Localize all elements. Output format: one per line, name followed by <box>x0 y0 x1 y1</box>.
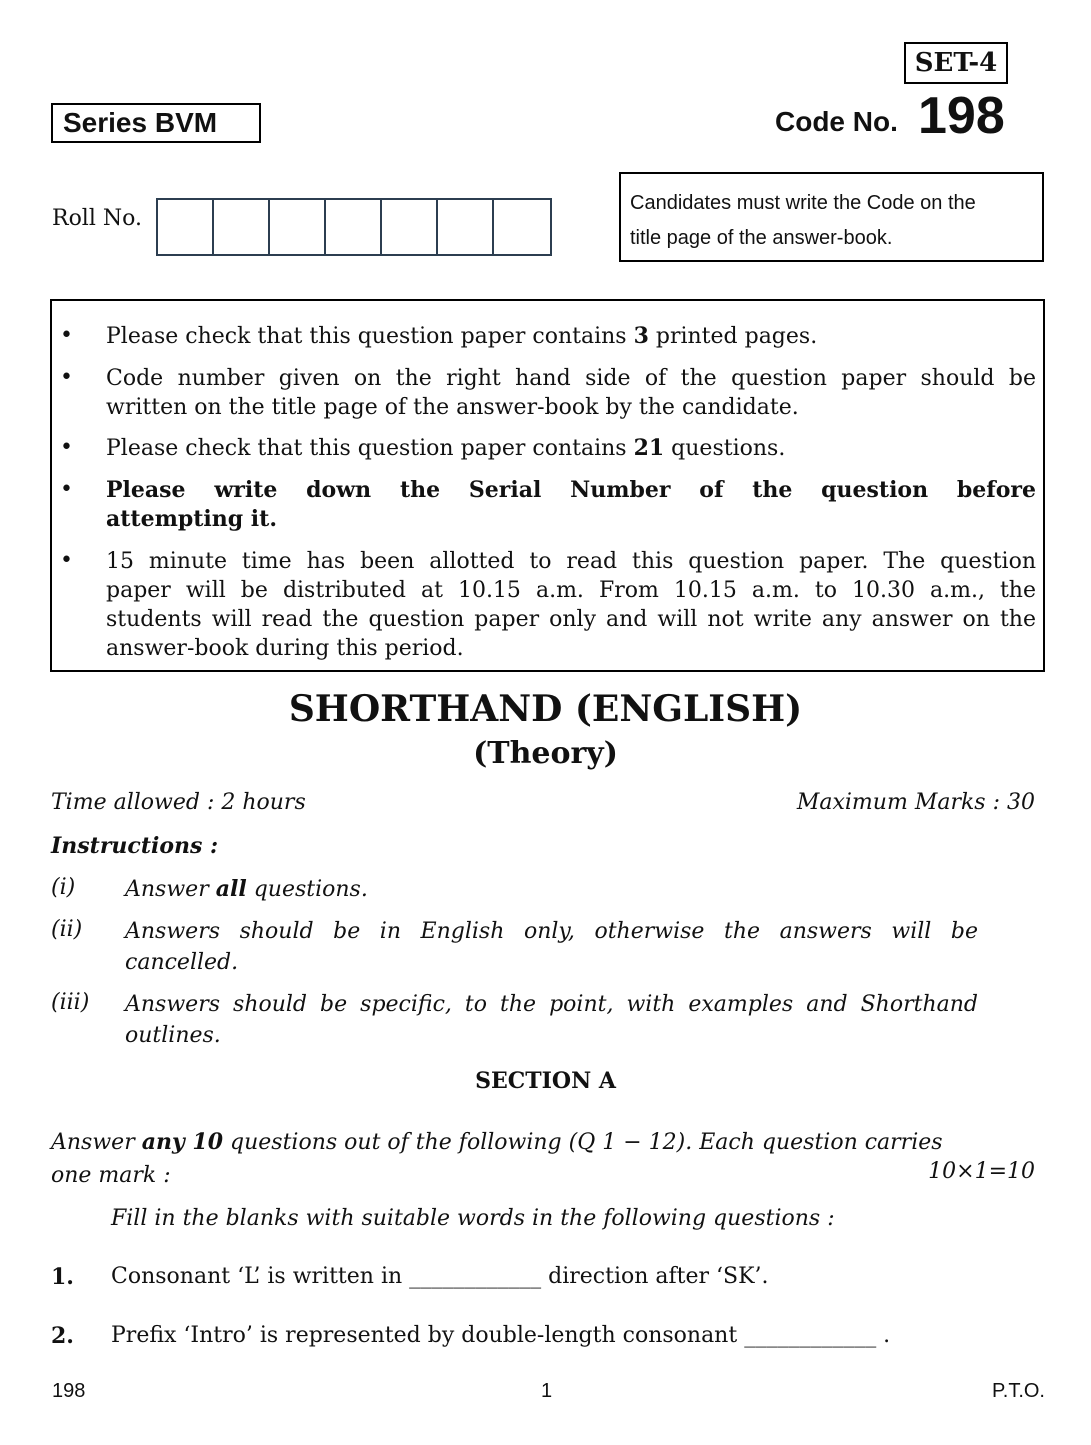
section-instruction-part: Answer <box>51 1130 142 1155</box>
bullet-icon: • <box>60 477 73 502</box>
instruction-number: (ii) <box>51 917 83 942</box>
section-instruction-bold: any 10 <box>141 1129 224 1155</box>
paper-subtitle: (Theory) <box>473 736 618 771</box>
notice-item <box>106 364 1036 422</box>
instructions-heading: Instructions : <box>51 833 219 859</box>
notice-item <box>106 434 1036 463</box>
notice-text: students will read the question paper only and will not write any answer on the <box>106 607 1036 632</box>
question-number: 2. <box>51 1323 74 1349</box>
notice-text: Please check that this question paper contains <box>106 324 634 349</box>
code-label: Code No. <box>775 106 898 137</box>
instruction-text <box>125 874 978 905</box>
notice-text: questions. <box>664 436 786 461</box>
instruction-line: cancelled. <box>125 950 239 975</box>
question-number: 1. <box>51 1264 74 1290</box>
bullet-icon: • <box>60 323 73 348</box>
section-instruction-part: one mark : <box>51 1163 171 1188</box>
notice-text: Code number given on the right hand side of the question paper should be <box>106 366 1036 391</box>
roll-cell[interactable] <box>438 200 494 254</box>
series-label: Series BVM <box>51 103 261 143</box>
roll-cell[interactable] <box>326 200 382 254</box>
section-heading: SECTION A <box>475 1068 616 1094</box>
notice-text: written on the title page of the answer-book by the candidate. <box>106 395 799 420</box>
instruction-part: Answer <box>125 877 216 902</box>
section-instruction <box>51 1126 961 1192</box>
section-instruction-part: questions out of the following (Q 1 − 12). Each question carries <box>223 1130 943 1155</box>
roll-cell[interactable] <box>494 200 550 254</box>
roll-label: Roll No. <box>52 206 142 231</box>
roll-number-boxes <box>156 198 552 256</box>
instruction-line: outlines. <box>125 1023 221 1048</box>
notice-text: attempting it. <box>106 506 277 532</box>
candidate-note <box>619 172 1044 262</box>
instruction-line: Answers should be in English only, otherwise the answers will be <box>125 919 978 944</box>
maximum-marks: Maximum Marks : 30 <box>796 790 1035 815</box>
roll-cell[interactable] <box>382 200 438 254</box>
notice-bold: 21 <box>633 435 665 461</box>
notice-item <box>106 322 1036 351</box>
pto-label: P.T.O. <box>992 1380 1045 1402</box>
instruction-number: (iii) <box>51 990 90 1015</box>
fill-instruction: Fill in the blanks with suitable words in the following questions : <box>111 1206 835 1231</box>
set-label: SET-4 <box>904 42 1008 84</box>
notice-text: paper will be distributed at 10.15 a.m. From 10.15 a.m. to 10.30 a.m., the <box>106 578 1036 603</box>
notice-item <box>106 547 1036 663</box>
candidate-note-line: title page of the answer-book. <box>630 227 893 249</box>
roll-cell[interactable] <box>214 200 270 254</box>
candidate-note-line: Candidates must write the Code on the <box>630 192 976 214</box>
bullet-icon: • <box>60 548 73 573</box>
paper-title: SHORTHAND (ENGLISH) <box>288 688 803 730</box>
notice-text: Please write down the Serial Number of the question before <box>106 477 1036 503</box>
page-number: 1 <box>541 1380 553 1402</box>
instruction-text <box>125 916 978 978</box>
bullet-icon: • <box>60 365 73 390</box>
section-marks: 10×1=10 <box>928 1159 1035 1184</box>
instruction-bold: all <box>215 876 247 902</box>
instruction-part: questions. <box>246 877 368 902</box>
instruction-number: (i) <box>51 875 76 900</box>
notice-text: answer-book during this period. <box>106 636 464 661</box>
roll-cell[interactable] <box>158 200 214 254</box>
notice-box <box>50 299 1045 672</box>
notice-item <box>106 476 1036 534</box>
footer-code: 198 <box>52 1380 86 1402</box>
bullet-icon: • <box>60 435 73 460</box>
question-text: Prefix ‘Intro’ is represented by double-length consonant ____________ . <box>111 1323 891 1348</box>
instruction-line: Answers should be specific, to the point, with examples and Shorthand <box>125 992 978 1017</box>
time-allowed: Time allowed : 2 hours <box>51 790 306 815</box>
code-number: 198 <box>918 87 1005 145</box>
notice-text: printed pages. <box>648 324 818 349</box>
roll-cell[interactable] <box>270 200 326 254</box>
notice-text: 15 minute time has been allotted to read this question paper. The question <box>106 549 1036 574</box>
notice-bold: 3 <box>633 323 649 349</box>
instruction-text <box>125 989 978 1051</box>
question-text: Consonant ‘L’ is written in ____________ direction after ‘SK’. <box>111 1264 769 1289</box>
notice-text: Please check that this question paper contains <box>106 436 634 461</box>
